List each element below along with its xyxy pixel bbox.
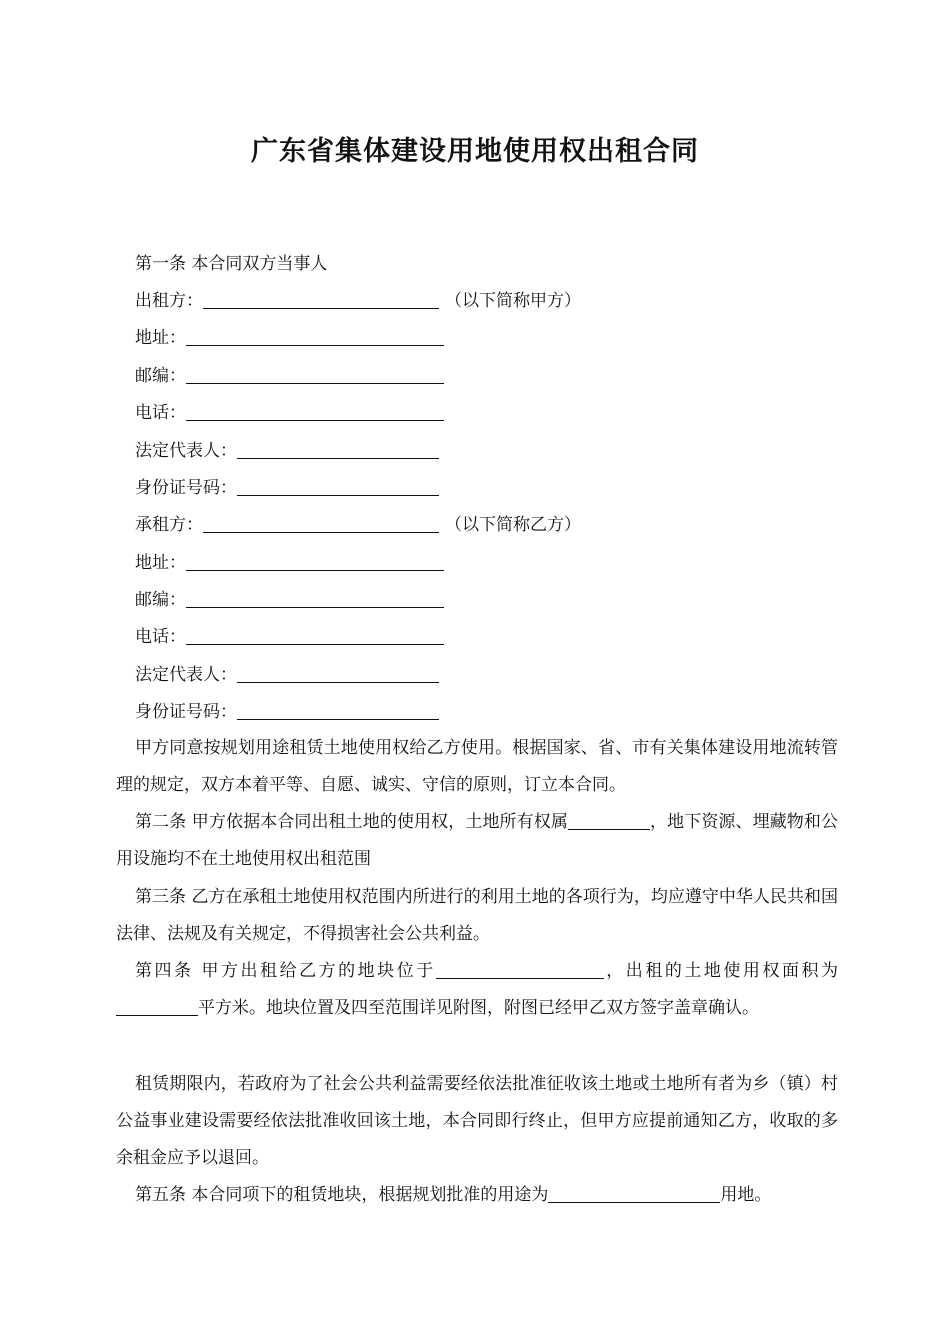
lessee-address-line: [135, 550, 444, 576]
lessor-phone-label: 电话：: [135, 403, 186, 423]
lessor-address-blank[interactable]: [186, 325, 444, 346]
lessee-legal-rep-label: 法定代表人：: [135, 665, 237, 685]
article2-text-1: 第二条 甲方依据本合同出租土地的使用权，土地所有权属: [135, 812, 568, 832]
article2-ownership-blank[interactable]: [568, 809, 650, 830]
lessor-party-suffix: （以下简称甲方）: [445, 291, 581, 311]
lessee-id-blank[interactable]: [237, 699, 439, 720]
lessor-postcode-blank[interactable]: [186, 363, 444, 384]
lessor-postcode-label: 邮编：: [135, 366, 186, 386]
lessor-id-line: [135, 475, 439, 501]
lessee-party-line: [135, 512, 581, 538]
article2-paragraph: [116, 804, 838, 878]
lessee-party-label: 承租方：: [135, 515, 203, 535]
lessee-phone-line: [135, 624, 444, 650]
lessor-party-blank[interactable]: [203, 288, 439, 309]
lessor-legal-rep-label: 法定代表人：: [135, 441, 237, 461]
lessee-id-line: [135, 699, 439, 725]
lease-term-paragraph: 租赁期限内，若政府为了社会公共利益需要经依法批准征收该土地或土地所有者为乡（镇）村公益事业建设需要经依法批准收回该土地，本合同即行终止，但甲方应提前通知乙方，收取的多余租金应予以退回。: [116, 1074, 838, 1168]
lessee-phone-blank[interactable]: [186, 624, 444, 645]
lessee-id-label: 身份证号码：: [135, 702, 237, 722]
lessor-phone-blank[interactable]: [186, 400, 444, 421]
article4-location-blank[interactable]: [436, 958, 604, 979]
lessor-legal-rep-line: [135, 438, 439, 464]
lessee-legal-rep-blank[interactable]: [237, 662, 439, 683]
article4-text-2: ，出租的土地使用权面积为: [603, 961, 839, 981]
lessor-address-label: 地址：: [135, 328, 186, 348]
lessor-id-label: 身份证号码：: [135, 478, 237, 498]
lessee-party-blank[interactable]: [203, 512, 439, 533]
preamble-paragraph: 甲方同意按规划用途租赁土地使用权给乙方使用。根据国家、省、市有关集体建设用地流转管理的规定，双方本着平等、自愿、诚实、守信的原则，订立本合同。: [116, 738, 838, 795]
lessee-postcode-label: 邮编：: [135, 590, 186, 610]
lessee-legal-rep-line: [135, 662, 439, 688]
article1-heading: 第一条 本合同双方当事人: [135, 254, 328, 274]
article5-usage-blank[interactable]: [548, 1182, 720, 1203]
lessor-party-line: [135, 288, 581, 314]
lessor-party-label: 出租方：: [135, 291, 203, 311]
article5-text-2: 用地。: [720, 1185, 772, 1205]
article4-paragraph: [116, 953, 838, 1027]
article5-text-1: 第五条 本合同项下的租赁地块，根据规划批准的用途为: [135, 1185, 549, 1205]
article4-area-blank[interactable]: [116, 995, 198, 1016]
lessor-address-line: [135, 325, 444, 351]
lessor-legal-rep-blank[interactable]: [237, 438, 439, 459]
document-title: 广东省集体建设用地使用权出租合同: [251, 136, 699, 167]
lessee-party-suffix: （以下简称乙方）: [445, 515, 581, 535]
lessee-postcode-line: [135, 587, 444, 613]
article4-text-3: 平方米。地块位置及四至范围详见附图，附图已经甲乙双方签字盖章确认。: [198, 998, 759, 1018]
article3-paragraph: 第三条 乙方在承租土地使用权范围内所进行的利用土地的各项行为，均应遵守中华人民共和国法律、法规及有关规定，不得损害社会公共利益。: [116, 887, 838, 944]
lessee-postcode-blank[interactable]: [186, 587, 444, 608]
article4-text-1: 第四条 甲方出租给乙方的地块位于: [135, 961, 436, 981]
lessor-id-blank[interactable]: [237, 475, 439, 496]
lessor-postcode-line: [135, 363, 444, 389]
lessee-address-blank[interactable]: [186, 550, 444, 571]
article2-text-2: ，地下资源、埋藏物和公用设施均不在土地使用权出租范围: [116, 812, 839, 869]
lessee-phone-label: 电话：: [135, 627, 186, 647]
lessor-phone-line: [135, 400, 444, 426]
article5-paragraph: [116, 1177, 838, 1214]
lessee-address-label: 地址：: [135, 553, 186, 573]
